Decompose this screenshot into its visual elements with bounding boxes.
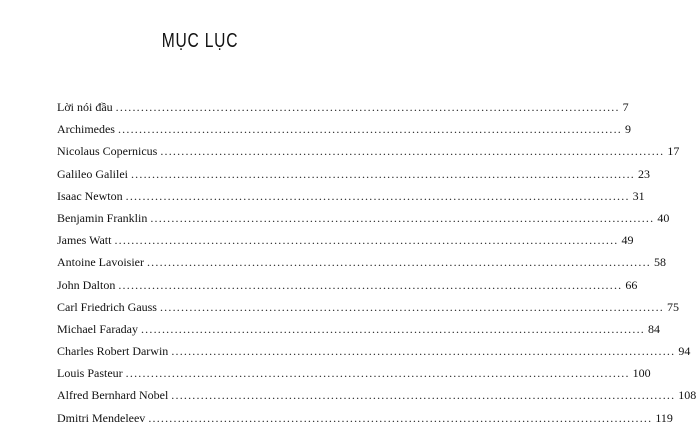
toc-entry bbox=[57, 96, 629, 118]
toc-leader-dots bbox=[114, 229, 618, 251]
toc-leader-dots bbox=[148, 407, 652, 429]
toc-entry-page: 31 bbox=[632, 188, 645, 203]
toc-leader-dots bbox=[116, 96, 620, 118]
toc-entry-label: Charles Robert Darwin bbox=[57, 344, 169, 359]
toc-entry bbox=[57, 340, 691, 362]
toc-entry bbox=[57, 251, 666, 273]
page-title: MỤC LỤC bbox=[161, 30, 239, 52]
toc-entry bbox=[57, 118, 631, 140]
toc-entry-page: 100 bbox=[632, 366, 651, 381]
toc-leader-dots bbox=[141, 318, 645, 340]
toc-entry-page: 94 bbox=[678, 344, 691, 359]
toc-entry bbox=[57, 384, 696, 406]
toc-entry-page: 75 bbox=[666, 299, 679, 314]
toc-leader-dots bbox=[150, 207, 654, 229]
toc-entry-label: Carl Friedrich Gauss bbox=[57, 299, 157, 314]
toc-entry-label: Archimedes bbox=[57, 122, 115, 137]
toc-leader-dots bbox=[131, 163, 635, 185]
toc-leader-dots bbox=[126, 362, 630, 384]
toc-entry-label: Dmitri Mendeleev bbox=[57, 410, 146, 425]
toc-leader-dots bbox=[160, 140, 664, 162]
toc-entry-page: 58 bbox=[653, 255, 666, 270]
toc-entry-label: James Watt bbox=[57, 233, 112, 248]
toc-list bbox=[57, 96, 696, 429]
toc-entry bbox=[57, 140, 680, 162]
toc-leader-dots bbox=[147, 251, 651, 273]
toc-entry bbox=[57, 185, 645, 207]
toc-entry-page: 49 bbox=[621, 233, 634, 248]
toc-entry-page: 17 bbox=[667, 144, 680, 159]
toc-entry bbox=[57, 229, 634, 251]
toc-entry-page: 119 bbox=[655, 410, 673, 425]
toc-leader-dots bbox=[171, 384, 675, 406]
toc-entry bbox=[57, 163, 650, 185]
toc-leader-dots bbox=[126, 185, 630, 207]
toc-entry-label: Antoine Lavoisier bbox=[57, 255, 144, 270]
toc-entry-label: Alfred Bernhard Nobel bbox=[57, 388, 169, 403]
toc-entry-page: 7 bbox=[622, 100, 629, 114]
toc-entry bbox=[57, 407, 673, 429]
toc-leader-dots bbox=[118, 118, 622, 140]
toc-entry bbox=[57, 296, 679, 318]
toc-entry-label: Galileo Galilei bbox=[57, 166, 128, 181]
toc-entry-page: 108 bbox=[678, 388, 696, 403]
toc-entry-page: 40 bbox=[657, 210, 670, 225]
toc-entry bbox=[57, 318, 660, 340]
toc-entry bbox=[57, 362, 651, 384]
toc-leader-dots bbox=[160, 296, 664, 318]
toc-entry-label: Louis Pasteur bbox=[57, 366, 123, 381]
toc-entry bbox=[57, 274, 638, 296]
toc-entry-label: Isaac Newton bbox=[57, 188, 123, 203]
toc-entry-label: Michael Faraday bbox=[57, 321, 138, 336]
toc-entry-label: John Dalton bbox=[57, 277, 116, 292]
toc-entry-page: 23 bbox=[637, 166, 650, 181]
toc-entry-page: 84 bbox=[647, 321, 660, 336]
toc-entry-page: 66 bbox=[625, 277, 638, 292]
toc-entry-label: Benjamin Franklin bbox=[57, 210, 148, 225]
toc-entry-label: Nicolaus Copernicus bbox=[57, 144, 158, 159]
toc-leader-dots bbox=[118, 274, 622, 296]
toc-entry-page: 9 bbox=[624, 122, 631, 137]
toc-entry-label: Lời nói đầu bbox=[57, 100, 113, 114]
toc-leader-dots bbox=[171, 340, 675, 362]
toc-entry bbox=[57, 207, 670, 229]
